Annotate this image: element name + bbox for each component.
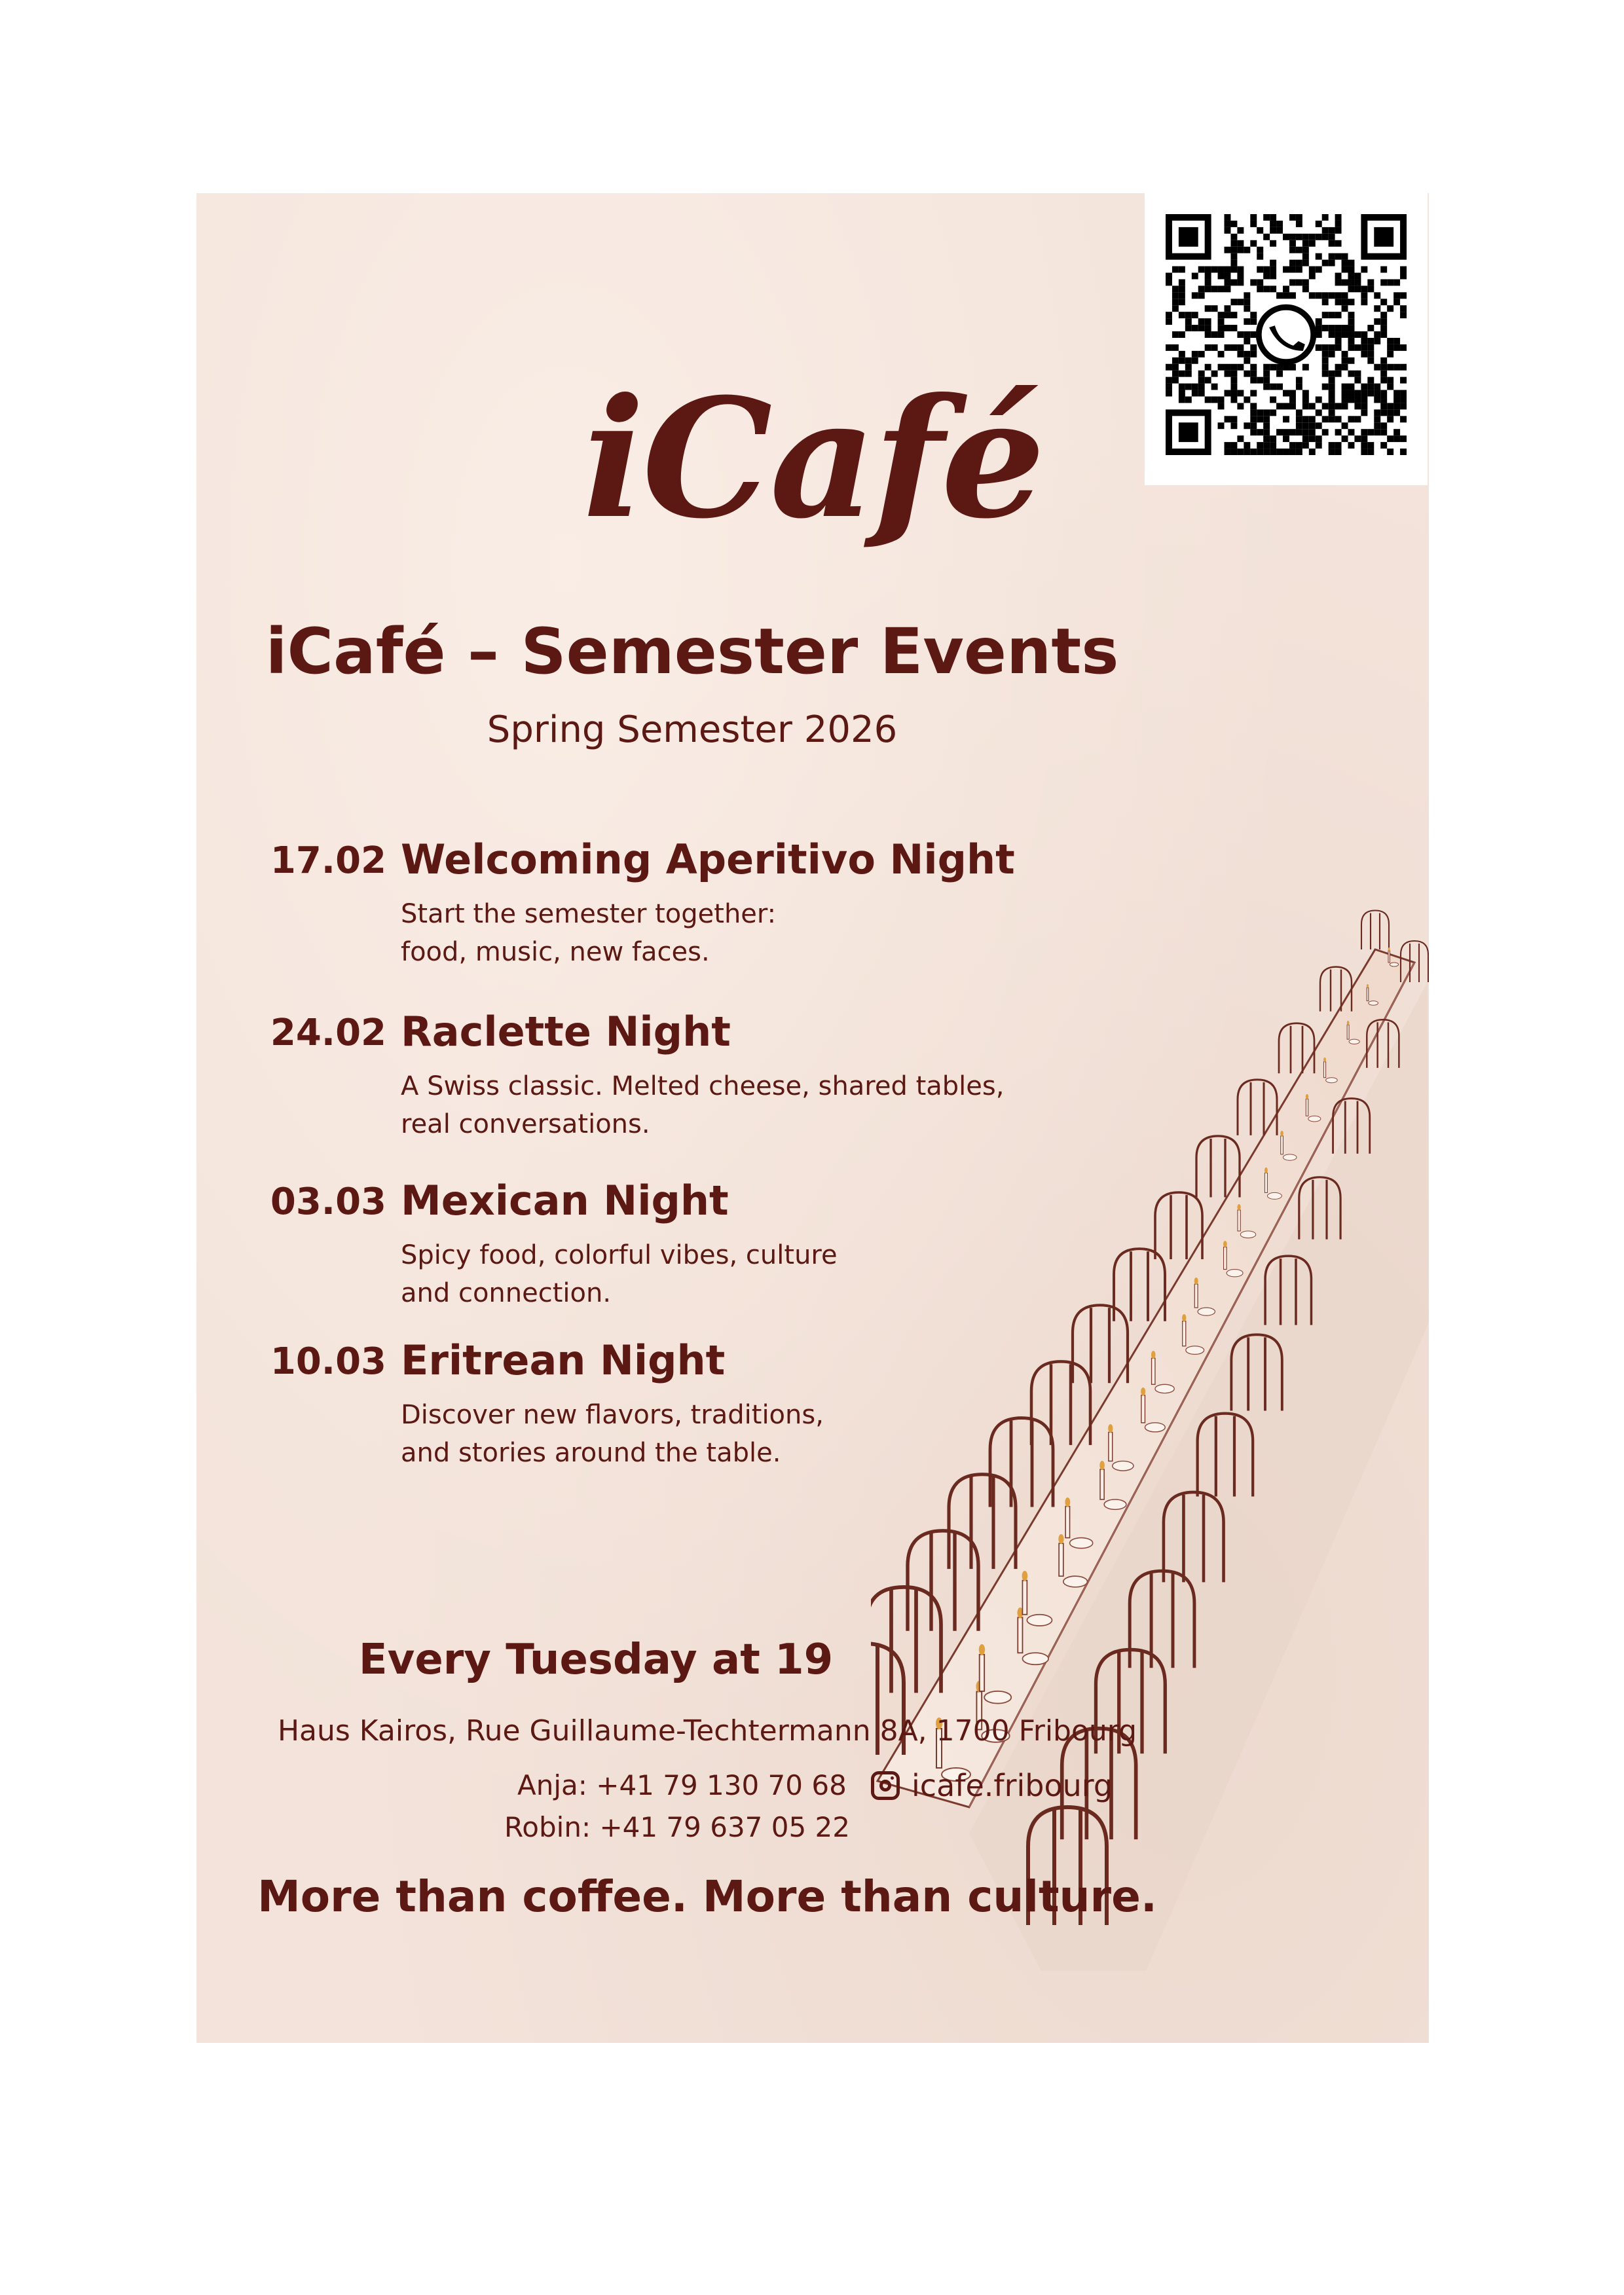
- plate: [1186, 1346, 1204, 1355]
- candle-flame: [1194, 1277, 1198, 1285]
- event-description-line: Discover new flavors, traditions,: [401, 1400, 824, 1430]
- candle: [1323, 1062, 1325, 1078]
- event-description-line: A Swiss classic. Melted cheese, shared tables,: [401, 1071, 1005, 1101]
- plate: [1240, 1231, 1255, 1238]
- plate: [1104, 1499, 1126, 1509]
- event-date: 17.02: [270, 839, 386, 882]
- candle-flame: [1264, 1167, 1268, 1173]
- candle-flame: [1065, 1497, 1070, 1507]
- candle-flame: [1306, 1094, 1308, 1099]
- event-title: Welcoming Aperitivo Night: [401, 835, 1015, 883]
- schedule-text: Every Tuesday at 19: [358, 1636, 834, 1684]
- candle-flame: [1388, 947, 1390, 951]
- candle: [1022, 1581, 1027, 1615]
- candle: [1238, 1210, 1240, 1231]
- chair: [908, 1531, 978, 1631]
- contact-robin: Robin: +41 79 637 05 22: [504, 1811, 850, 1843]
- instagram-icon: [871, 1771, 900, 1800]
- plate: [1369, 1001, 1378, 1006]
- venue-address: Haus Kairos, Rue Guillaume-Techtermann 8A, 1700 Fribourg: [277, 1714, 1137, 1748]
- event-title: Mexican Night: [401, 1177, 729, 1224]
- candle-flame: [1237, 1204, 1240, 1211]
- candle-flame: [1347, 1021, 1350, 1025]
- candle-flame: [1141, 1387, 1145, 1396]
- event-date: 03.03: [270, 1181, 386, 1223]
- plate: [1113, 1461, 1134, 1471]
- candle-flame: [1280, 1131, 1283, 1136]
- plate: [1198, 1308, 1215, 1315]
- candle: [1152, 1358, 1155, 1384]
- chair: [1031, 1361, 1090, 1445]
- event-description-line: and stories around the table.: [401, 1438, 781, 1468]
- plate: [1063, 1576, 1088, 1587]
- event-description-line: real conversations.: [401, 1109, 650, 1139]
- candle: [1367, 988, 1369, 1001]
- candle-flame: [1108, 1424, 1113, 1433]
- candle-flame: [1323, 1057, 1326, 1062]
- plate: [1145, 1423, 1165, 1432]
- candle-flame: [1022, 1571, 1028, 1581]
- event-title: Raclette Night: [401, 1008, 731, 1056]
- event-date: 10.03: [270, 1340, 386, 1383]
- candle: [1388, 951, 1390, 963]
- instagram-handle-text: icafe.fribourg: [912, 1768, 1113, 1803]
- candle-flame: [1182, 1314, 1186, 1321]
- plate: [1283, 1154, 1297, 1160]
- candle: [1183, 1321, 1186, 1346]
- chair: [949, 1475, 1016, 1570]
- chair: [990, 1418, 1053, 1507]
- plate: [1326, 1078, 1338, 1083]
- event-description-line: and connection.: [401, 1278, 612, 1308]
- plate: [1155, 1384, 1174, 1393]
- candle: [1347, 1025, 1349, 1039]
- candle: [1281, 1136, 1283, 1154]
- candle: [1109, 1432, 1113, 1461]
- chair: [1073, 1305, 1128, 1383]
- whatsapp-qr-code[interactable]: [1145, 193, 1428, 485]
- candle-flame: [1223, 1241, 1227, 1247]
- plate: [1070, 1538, 1093, 1549]
- candle: [1194, 1284, 1198, 1308]
- plate: [1390, 963, 1398, 966]
- plate: [984, 1691, 1011, 1704]
- candle: [1141, 1395, 1145, 1423]
- contact-anja: Anja: +41 79 130 70 68: [517, 1769, 847, 1801]
- poster-headline: iCafé – Semester Events: [265, 615, 1119, 688]
- candle: [1059, 1543, 1063, 1576]
- event-description-line: Spicy food, colorful vibes, culture: [401, 1240, 838, 1270]
- candle-flame: [1367, 984, 1369, 988]
- candle: [1306, 1099, 1308, 1116]
- plate: [1027, 1615, 1052, 1626]
- candle-flame: [1058, 1534, 1063, 1544]
- candle: [1224, 1247, 1227, 1270]
- event-description-line: Start the semester together:: [401, 899, 777, 929]
- plate: [1267, 1192, 1282, 1199]
- candle: [1100, 1469, 1104, 1499]
- whatsapp-icon: [1259, 307, 1314, 362]
- candle-flame: [1151, 1351, 1156, 1359]
- candle: [1065, 1507, 1069, 1538]
- event-title: Eritrean Night: [401, 1336, 726, 1384]
- tagline: More than coffee. More than culture.: [257, 1871, 1157, 1922]
- candle: [1264, 1173, 1267, 1192]
- instagram-handle[interactable]: [871, 1767, 1113, 1804]
- cafe-logo: iCafé: [582, 362, 1043, 555]
- plate: [1349, 1039, 1359, 1044]
- plate: [1308, 1116, 1321, 1122]
- chair: [1114, 1249, 1165, 1321]
- semester-subtitle: Spring Semester 2026: [487, 708, 898, 751]
- candle: [1018, 1617, 1022, 1653]
- plate: [1022, 1653, 1048, 1664]
- qr-code-graphic: [1166, 214, 1407, 455]
- event-date: 24.02: [270, 1012, 386, 1054]
- candle-flame: [1099, 1461, 1105, 1470]
- plate: [1227, 1270, 1243, 1277]
- chair: [1361, 911, 1389, 950]
- event-description-line: food, music, new faces.: [401, 937, 710, 967]
